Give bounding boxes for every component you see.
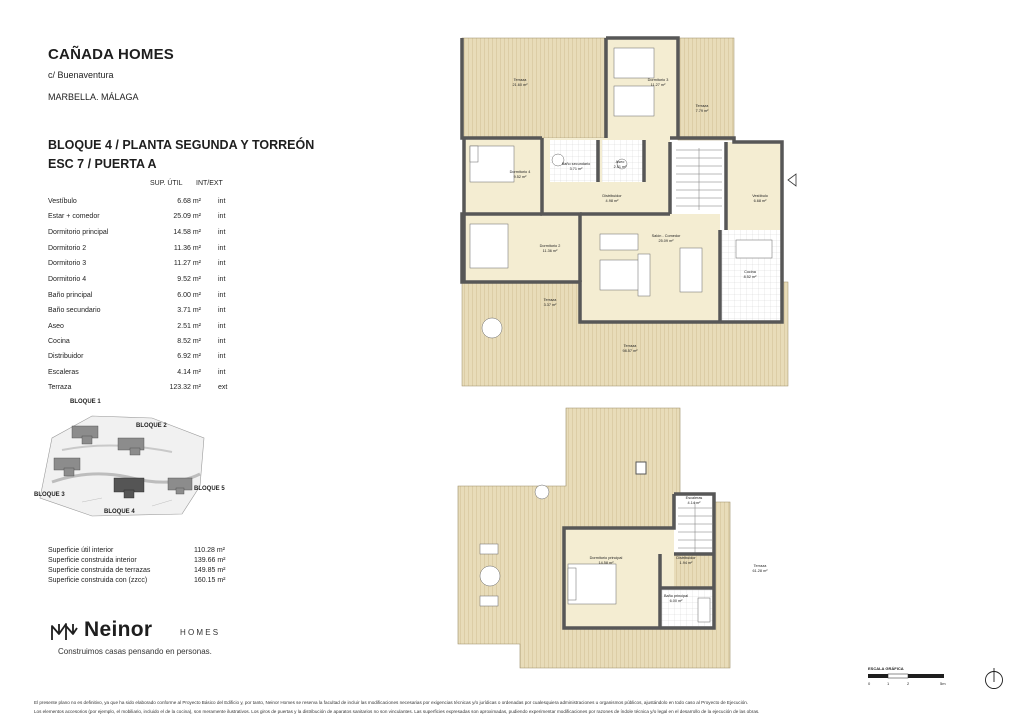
room-label-area: 6.68 m² bbox=[753, 199, 767, 203]
room-label-area: 2.51 m² bbox=[613, 165, 627, 169]
bloque-5-label: BLOQUE 5 bbox=[194, 486, 225, 492]
room-label-area: 6.00 m² bbox=[669, 599, 683, 603]
neinor-mark-icon bbox=[50, 622, 78, 642]
room-label bbox=[540, 244, 561, 254]
disclaimer-line-2: Los elementos accesorios (por ejemplo, el mobiliario, incluido el de la cocina), son meramente ilustrativos. Los giros de puertas y la distribución de aparatos sanitarios no son vinculantes. Las superficies expresadas son aproximadas, pudiendo experimentar modificaciones por razones de índole técnica y/o legal en el desarrollo de la ejecución de las obras. bbox=[34, 709, 760, 714]
room-label bbox=[510, 170, 531, 180]
room-area: 2.51 m² bbox=[177, 323, 201, 330]
surface-row bbox=[48, 567, 248, 577]
brand-suffix: HOMES bbox=[180, 628, 221, 637]
room-type: int bbox=[218, 338, 226, 345]
column-header-area: SUP. ÚTIL bbox=[150, 180, 183, 187]
room-label bbox=[676, 556, 695, 566]
surface-row bbox=[48, 557, 248, 567]
surface-name: Superficie útil interior bbox=[48, 547, 114, 554]
room-label bbox=[614, 160, 627, 170]
room-type: int bbox=[218, 276, 226, 283]
room-name: Dormitorio 4 bbox=[48, 276, 87, 283]
table-row bbox=[48, 198, 248, 210]
room-type: int bbox=[218, 307, 226, 314]
city: MARBELLA. MÁLAGA bbox=[48, 92, 139, 102]
room-label-area: 4.14 m² bbox=[687, 501, 701, 505]
torreon-plan-drawing bbox=[440, 404, 800, 674]
scale-tick: 5m bbox=[940, 681, 946, 686]
room-label bbox=[602, 194, 621, 204]
room-label-name: Terraza bbox=[513, 78, 527, 82]
room-label-name: Dormitorio 4 bbox=[509, 170, 531, 174]
room-label-area: 8.52 m² bbox=[743, 275, 757, 279]
bloque-3-label: BLOQUE 3 bbox=[34, 492, 65, 498]
room-label-name: Dormitorio 3 bbox=[647, 78, 669, 82]
upper-plan-drawing bbox=[440, 30, 800, 390]
room-label-name: Escaleras bbox=[685, 496, 703, 500]
room-label-area: 11.27 m² bbox=[650, 83, 666, 87]
room-label-area: 11.36 m² bbox=[542, 249, 558, 253]
room-label-name: Terraza bbox=[695, 104, 709, 108]
room-area: 11.27 m² bbox=[173, 260, 201, 267]
room-label bbox=[544, 298, 557, 308]
surface-value: 149.85 m² bbox=[194, 567, 226, 574]
scale-title: ESCALA GRÁFICA bbox=[868, 666, 904, 671]
room-label-name: Salón - Comedor bbox=[651, 234, 681, 238]
brand-tagline: Construimos casas pensando en personas. bbox=[58, 647, 212, 656]
room-label-area: 14.58 m² bbox=[598, 561, 614, 565]
room-label bbox=[590, 556, 623, 566]
site-key-map bbox=[32, 398, 232, 522]
room-label-name: Distribuidor bbox=[602, 194, 622, 198]
room-type: int bbox=[218, 323, 226, 330]
north-arrow-icon bbox=[984, 668, 1004, 690]
room-label-name: Terraza bbox=[623, 344, 637, 348]
room-name: Dormitorio 3 bbox=[48, 260, 87, 267]
site-map-drawing bbox=[32, 398, 232, 522]
room-label-name: Baño principal bbox=[663, 594, 689, 598]
room-area: 6.92 m² bbox=[177, 353, 201, 360]
room-label-name: Terraza bbox=[543, 298, 557, 302]
room-type: int bbox=[218, 198, 226, 205]
room-type: int bbox=[218, 260, 226, 267]
room-label bbox=[753, 564, 768, 574]
table-row bbox=[48, 353, 248, 365]
room-name: Dormitorio 2 bbox=[48, 245, 87, 252]
room-label-area: 3.71 m² bbox=[569, 167, 583, 171]
table-row bbox=[48, 213, 248, 225]
surface-row bbox=[48, 577, 248, 587]
block-floor-title: BLOQUE 4 / PLANTA SEGUNDA Y TORREÓN bbox=[48, 138, 315, 152]
room-label bbox=[686, 496, 703, 506]
room-label-area: 9.52 m² bbox=[513, 175, 527, 179]
room-label-name: Dormitorio 2 bbox=[539, 244, 561, 248]
table-row bbox=[48, 369, 248, 381]
room-area: 14.58 m² bbox=[173, 229, 201, 236]
room-type: int bbox=[218, 245, 226, 252]
room-type: int bbox=[218, 353, 226, 360]
room-name: Estar + comedor bbox=[48, 213, 100, 220]
room-label-name: Baño secundario bbox=[561, 162, 591, 166]
room-label-area: 98.57 m² bbox=[622, 349, 638, 353]
table-row bbox=[48, 229, 248, 241]
staircase-door: ESC 7 / PUERTA A bbox=[48, 157, 157, 171]
room-area: 6.00 m² bbox=[177, 292, 201, 299]
table-row bbox=[48, 323, 248, 335]
room-type: int bbox=[218, 213, 226, 220]
room-label bbox=[664, 594, 688, 604]
surface-name: Superficie construida interior bbox=[48, 557, 137, 564]
floor-plan-upper bbox=[440, 30, 800, 390]
column-header-type: INT/EXT bbox=[196, 180, 223, 187]
room-label bbox=[513, 78, 528, 88]
room-label-area: 21.60 m² bbox=[512, 83, 528, 87]
bloque-1-label: BLOQUE 1 bbox=[70, 399, 101, 405]
graphic-scale bbox=[868, 666, 948, 690]
table-row bbox=[48, 384, 248, 396]
room-area: 6.68 m² bbox=[177, 198, 201, 205]
room-area: 11.36 m² bbox=[173, 245, 201, 252]
room-label-name: Distribuidor bbox=[676, 556, 696, 560]
room-label-area: 25.09 m² bbox=[658, 239, 674, 243]
room-label bbox=[652, 234, 681, 244]
room-name: Escaleras bbox=[48, 369, 79, 376]
room-label-name: Terraza bbox=[753, 564, 767, 568]
surface-value: 110.28 m² bbox=[194, 547, 225, 554]
room-name: Aseo bbox=[48, 323, 64, 330]
room-type: int bbox=[218, 229, 226, 236]
table-row bbox=[48, 260, 248, 272]
scale-tick: 2 bbox=[907, 681, 910, 686]
surface-name: Superficie construida de terrazas bbox=[48, 567, 151, 574]
street-address: c/ Buenaventura bbox=[48, 70, 114, 80]
room-type: int bbox=[218, 369, 226, 376]
room-name: Vestíbulo bbox=[48, 198, 77, 205]
room-area: 25.09 m² bbox=[173, 213, 201, 220]
room-label-name: Cocina bbox=[744, 270, 756, 274]
room-name: Distribuidor bbox=[48, 353, 84, 360]
disclaimer-line-1: El presente plano no es definitivo, ya que ha sido elaborado conforme al Proyecto Básico del Edificio y, por tanto, Neinor Homes se reserva la facultad de incluir las modificaciones necesarias por exigencias técnicas y/o jurídicas o ordenadas por cualesquiera administraciones u organismos públicos, ajustándolo en todo caso al Proyecto de Ejecución. bbox=[34, 700, 749, 705]
surface-name: Superficie construida con (zzcc) bbox=[48, 577, 148, 584]
brand-name: Neinor bbox=[84, 618, 153, 641]
table-row bbox=[48, 307, 248, 319]
room-label-area: 61.28 m² bbox=[752, 569, 768, 573]
room-type: ext bbox=[218, 384, 228, 391]
room-label bbox=[744, 270, 757, 280]
room-label-area: 1.94 m² bbox=[679, 561, 693, 565]
room-label-area: 4.98 m² bbox=[605, 199, 619, 203]
room-name: Terraza bbox=[48, 384, 72, 391]
room-label-area: 7.79 m² bbox=[695, 109, 709, 113]
project-title: CAÑADA HOMES bbox=[48, 46, 175, 63]
room-label-name: Dormitorio principal bbox=[589, 556, 623, 560]
bloque-2-label: BLOQUE 2 bbox=[136, 423, 167, 429]
surface-value: 160.15 m² bbox=[194, 577, 226, 584]
room-area: 123.32 m² bbox=[169, 384, 201, 391]
room-label-name: Vestíbulo bbox=[752, 194, 768, 198]
table-row bbox=[48, 276, 248, 288]
table-row bbox=[48, 292, 248, 304]
bloque-4-label: BLOQUE 4 bbox=[104, 509, 135, 515]
room-label bbox=[623, 344, 638, 354]
surface-row bbox=[48, 547, 248, 557]
room-label bbox=[648, 78, 669, 88]
room-label-area: 3.37 m² bbox=[543, 303, 557, 307]
room-name: Cocina bbox=[48, 338, 70, 345]
room-area: 3.71 m² bbox=[177, 307, 201, 314]
room-label-name: Aseo bbox=[615, 160, 625, 164]
room-label bbox=[752, 194, 768, 204]
room-area: 8.52 m² bbox=[177, 338, 201, 345]
floor-plan-torreon bbox=[440, 404, 800, 674]
room-name: Baño principal bbox=[48, 292, 93, 299]
room-area: 9.52 m² bbox=[177, 276, 201, 283]
table-row bbox=[48, 338, 248, 350]
room-type: int bbox=[218, 292, 226, 299]
room-name: Baño secundario bbox=[48, 307, 101, 314]
room-label bbox=[562, 162, 591, 172]
room-label bbox=[696, 104, 709, 114]
scale-tick: 1 bbox=[887, 681, 890, 686]
room-name: Dormitorio principal bbox=[48, 229, 109, 236]
room-area: 4.14 m² bbox=[177, 369, 201, 376]
surface-value: 139.66 m² bbox=[194, 557, 226, 564]
scale-tick: 0 bbox=[868, 681, 871, 686]
table-row bbox=[48, 245, 248, 257]
